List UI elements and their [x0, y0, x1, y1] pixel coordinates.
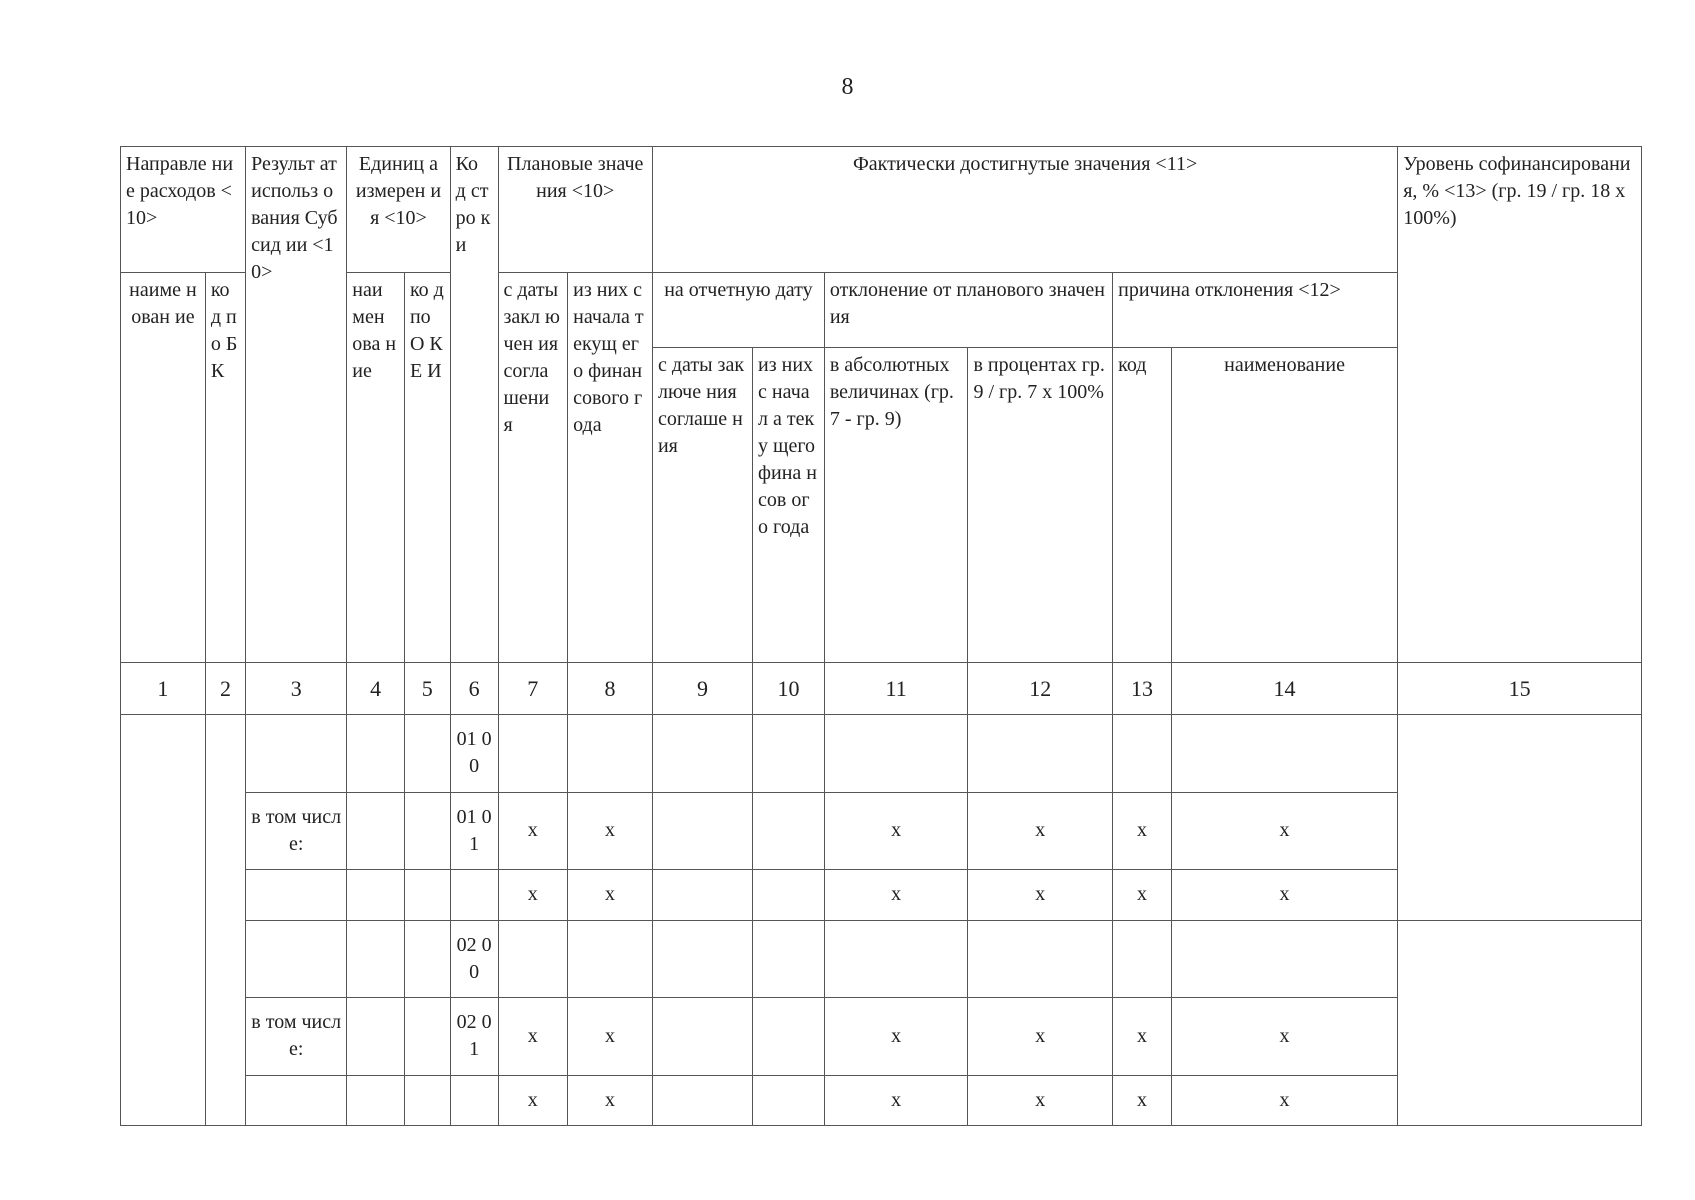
header-result: Результ ат использ ования Субсид ии <10> [246, 147, 347, 663]
deviation-abs-cell: x [824, 792, 968, 870]
reason-name-cell: x [1171, 792, 1397, 870]
reporting-from-year-cell [753, 870, 825, 920]
header-planned-from-year: из них с начала текущ его финан сового года [568, 272, 653, 662]
result-cell [246, 1075, 347, 1125]
unit-name-cell [347, 998, 405, 1076]
reason-code-cell: x [1113, 870, 1172, 920]
planned-from-year-cell [568, 920, 653, 998]
reporting-from-date-cell [652, 792, 752, 870]
header-planned: Плановые значения <10> [498, 147, 652, 273]
header-unit: Единиц а измерен ия <10> [347, 147, 450, 273]
deviation-abs-cell: x [824, 870, 968, 920]
reason-code-cell: x [1113, 1075, 1172, 1125]
column-number: 10 [753, 662, 825, 714]
deviation-abs-cell [824, 920, 968, 998]
header-reason-code: код [1113, 348, 1172, 662]
reporting-from-year-cell [753, 920, 825, 998]
planned-from-year-cell: x [568, 1075, 653, 1125]
header-cofinancing: Уровень софинансирования, % <13> (гр. 19 / гр. 18 x 100%) [1398, 147, 1642, 663]
unit-name-cell [347, 1075, 405, 1125]
reporting-from-date-cell [652, 870, 752, 920]
deviation-abs-cell [824, 715, 968, 793]
planned-from-date-cell: x [498, 1075, 568, 1125]
column-number: 1 [121, 662, 206, 714]
header-reason-name: наименование [1171, 348, 1397, 662]
header-reporting-from-date: с даты заключе ния соглаше ния [652, 348, 752, 662]
result-cell: в том числе: [246, 792, 347, 870]
header-reporting-date: на отчетную дату [652, 272, 824, 347]
column-number: 9 [652, 662, 752, 714]
reason-code-cell: x [1113, 998, 1172, 1076]
unit-code-cell [404, 792, 450, 870]
deviation-pct-cell [968, 920, 1113, 998]
unit-name-cell [347, 870, 405, 920]
planned-from-date-cell: x [498, 792, 568, 870]
column-number: 3 [246, 662, 347, 714]
table-row [121, 715, 1642, 793]
planned-from-year-cell: x [568, 870, 653, 920]
result-cell [246, 920, 347, 998]
direction-name-cell [121, 715, 206, 1126]
header-row-code: Ко д ст ро ки [450, 147, 498, 663]
cofinancing-cell [1398, 715, 1642, 920]
deviation-pct-cell: x [968, 792, 1113, 870]
reason-code-cell: x [1113, 792, 1172, 870]
reporting-from-date-cell [652, 998, 752, 1076]
header-deviation: отклонение от планового значения [824, 272, 1112, 347]
header-planned-from-date: с даты закл ючен ия согла шени я [498, 272, 568, 662]
row-code-cell: 01 01 [450, 792, 498, 870]
reporting-from-year-cell [753, 1075, 825, 1125]
header-direction-code: ко д по Б К [205, 272, 245, 662]
unit-code-cell [404, 920, 450, 998]
reason-name-cell: x [1171, 998, 1397, 1076]
reporting-from-year-cell [753, 792, 825, 870]
header-direction-name: наиме нован ие [121, 272, 206, 662]
column-number: 8 [568, 662, 653, 714]
cofinancing-cell [1398, 920, 1642, 1125]
planned-from-date-cell [498, 715, 568, 793]
result-cell [246, 870, 347, 920]
planned-from-year-cell: x [568, 998, 653, 1076]
header-unit-code: ко д по О КЕ И [404, 272, 450, 662]
column-number: 5 [404, 662, 450, 714]
planned-from-date-cell [498, 920, 568, 998]
deviation-pct-cell: x [968, 870, 1113, 920]
header-unit-name: наи мен ова ние [347, 272, 405, 662]
row-code-cell [450, 870, 498, 920]
reporting-from-year-cell [753, 715, 825, 793]
row-code-cell: 02 01 [450, 998, 498, 1076]
reason-name-cell [1171, 920, 1397, 998]
unit-code-cell [404, 998, 450, 1076]
header-reason: причина отклонения <12> [1113, 272, 1398, 347]
column-number: 6 [450, 662, 498, 714]
direction-code-cell [205, 715, 245, 1126]
column-number: 7 [498, 662, 568, 714]
row-code-cell: 01 00 [450, 715, 498, 793]
column-number: 2 [205, 662, 245, 714]
reason-code-cell [1113, 920, 1172, 998]
reason-code-cell [1113, 715, 1172, 793]
row-code-cell: 02 00 [450, 920, 498, 998]
reason-name-cell: x [1171, 1075, 1397, 1125]
deviation-pct-cell: x [968, 998, 1113, 1076]
reason-name-cell: x [1171, 870, 1397, 920]
unit-code-cell [404, 1075, 450, 1125]
reason-name-cell [1171, 715, 1397, 793]
planned-from-date-cell: x [498, 870, 568, 920]
header-direction: Направле ние расходов <10> [121, 147, 246, 273]
row-code-cell [450, 1075, 498, 1125]
planned-from-year-cell [568, 715, 653, 793]
result-cell: в том числе: [246, 998, 347, 1076]
result-cell [246, 715, 347, 793]
header-deviation-pct: в процентах гр. 9 / гр. 7 x 100% [968, 348, 1113, 662]
unit-code-cell [404, 870, 450, 920]
header-reporting-from-year: из них с начал а теку щего фина нсов ого года [753, 348, 825, 662]
column-number-row [121, 662, 1642, 714]
reporting-from-date-cell [652, 920, 752, 998]
deviation-abs-cell: x [824, 1075, 968, 1125]
column-number: 13 [1113, 662, 1172, 714]
reporting-from-year-cell [753, 998, 825, 1076]
header-deviation-abs: в абсолютных величинах (гр. 7 - гр. 9) [824, 348, 968, 662]
page-number: 8 [841, 74, 854, 100]
deviation-pct-cell [968, 715, 1113, 793]
reporting-from-date-cell [652, 1075, 752, 1125]
planned-from-year-cell: x [568, 792, 653, 870]
column-number: 15 [1398, 662, 1642, 714]
deviation-abs-cell: x [824, 998, 968, 1076]
unit-code-cell [404, 715, 450, 793]
column-number: 11 [824, 662, 968, 714]
deviation-pct-cell: x [968, 1075, 1113, 1125]
column-number: 4 [347, 662, 405, 714]
table-row [121, 920, 1642, 998]
header-row-1 [121, 147, 1642, 273]
header-actual: Фактически достигнутые значения <11> [652, 147, 1397, 273]
column-number: 12 [968, 662, 1113, 714]
unit-name-cell [347, 920, 405, 998]
unit-name-cell [347, 792, 405, 870]
column-number: 14 [1171, 662, 1397, 714]
unit-name-cell [347, 715, 405, 793]
reporting-from-date-cell [652, 715, 752, 793]
report-table [120, 146, 1642, 1126]
planned-from-date-cell: x [498, 998, 568, 1076]
